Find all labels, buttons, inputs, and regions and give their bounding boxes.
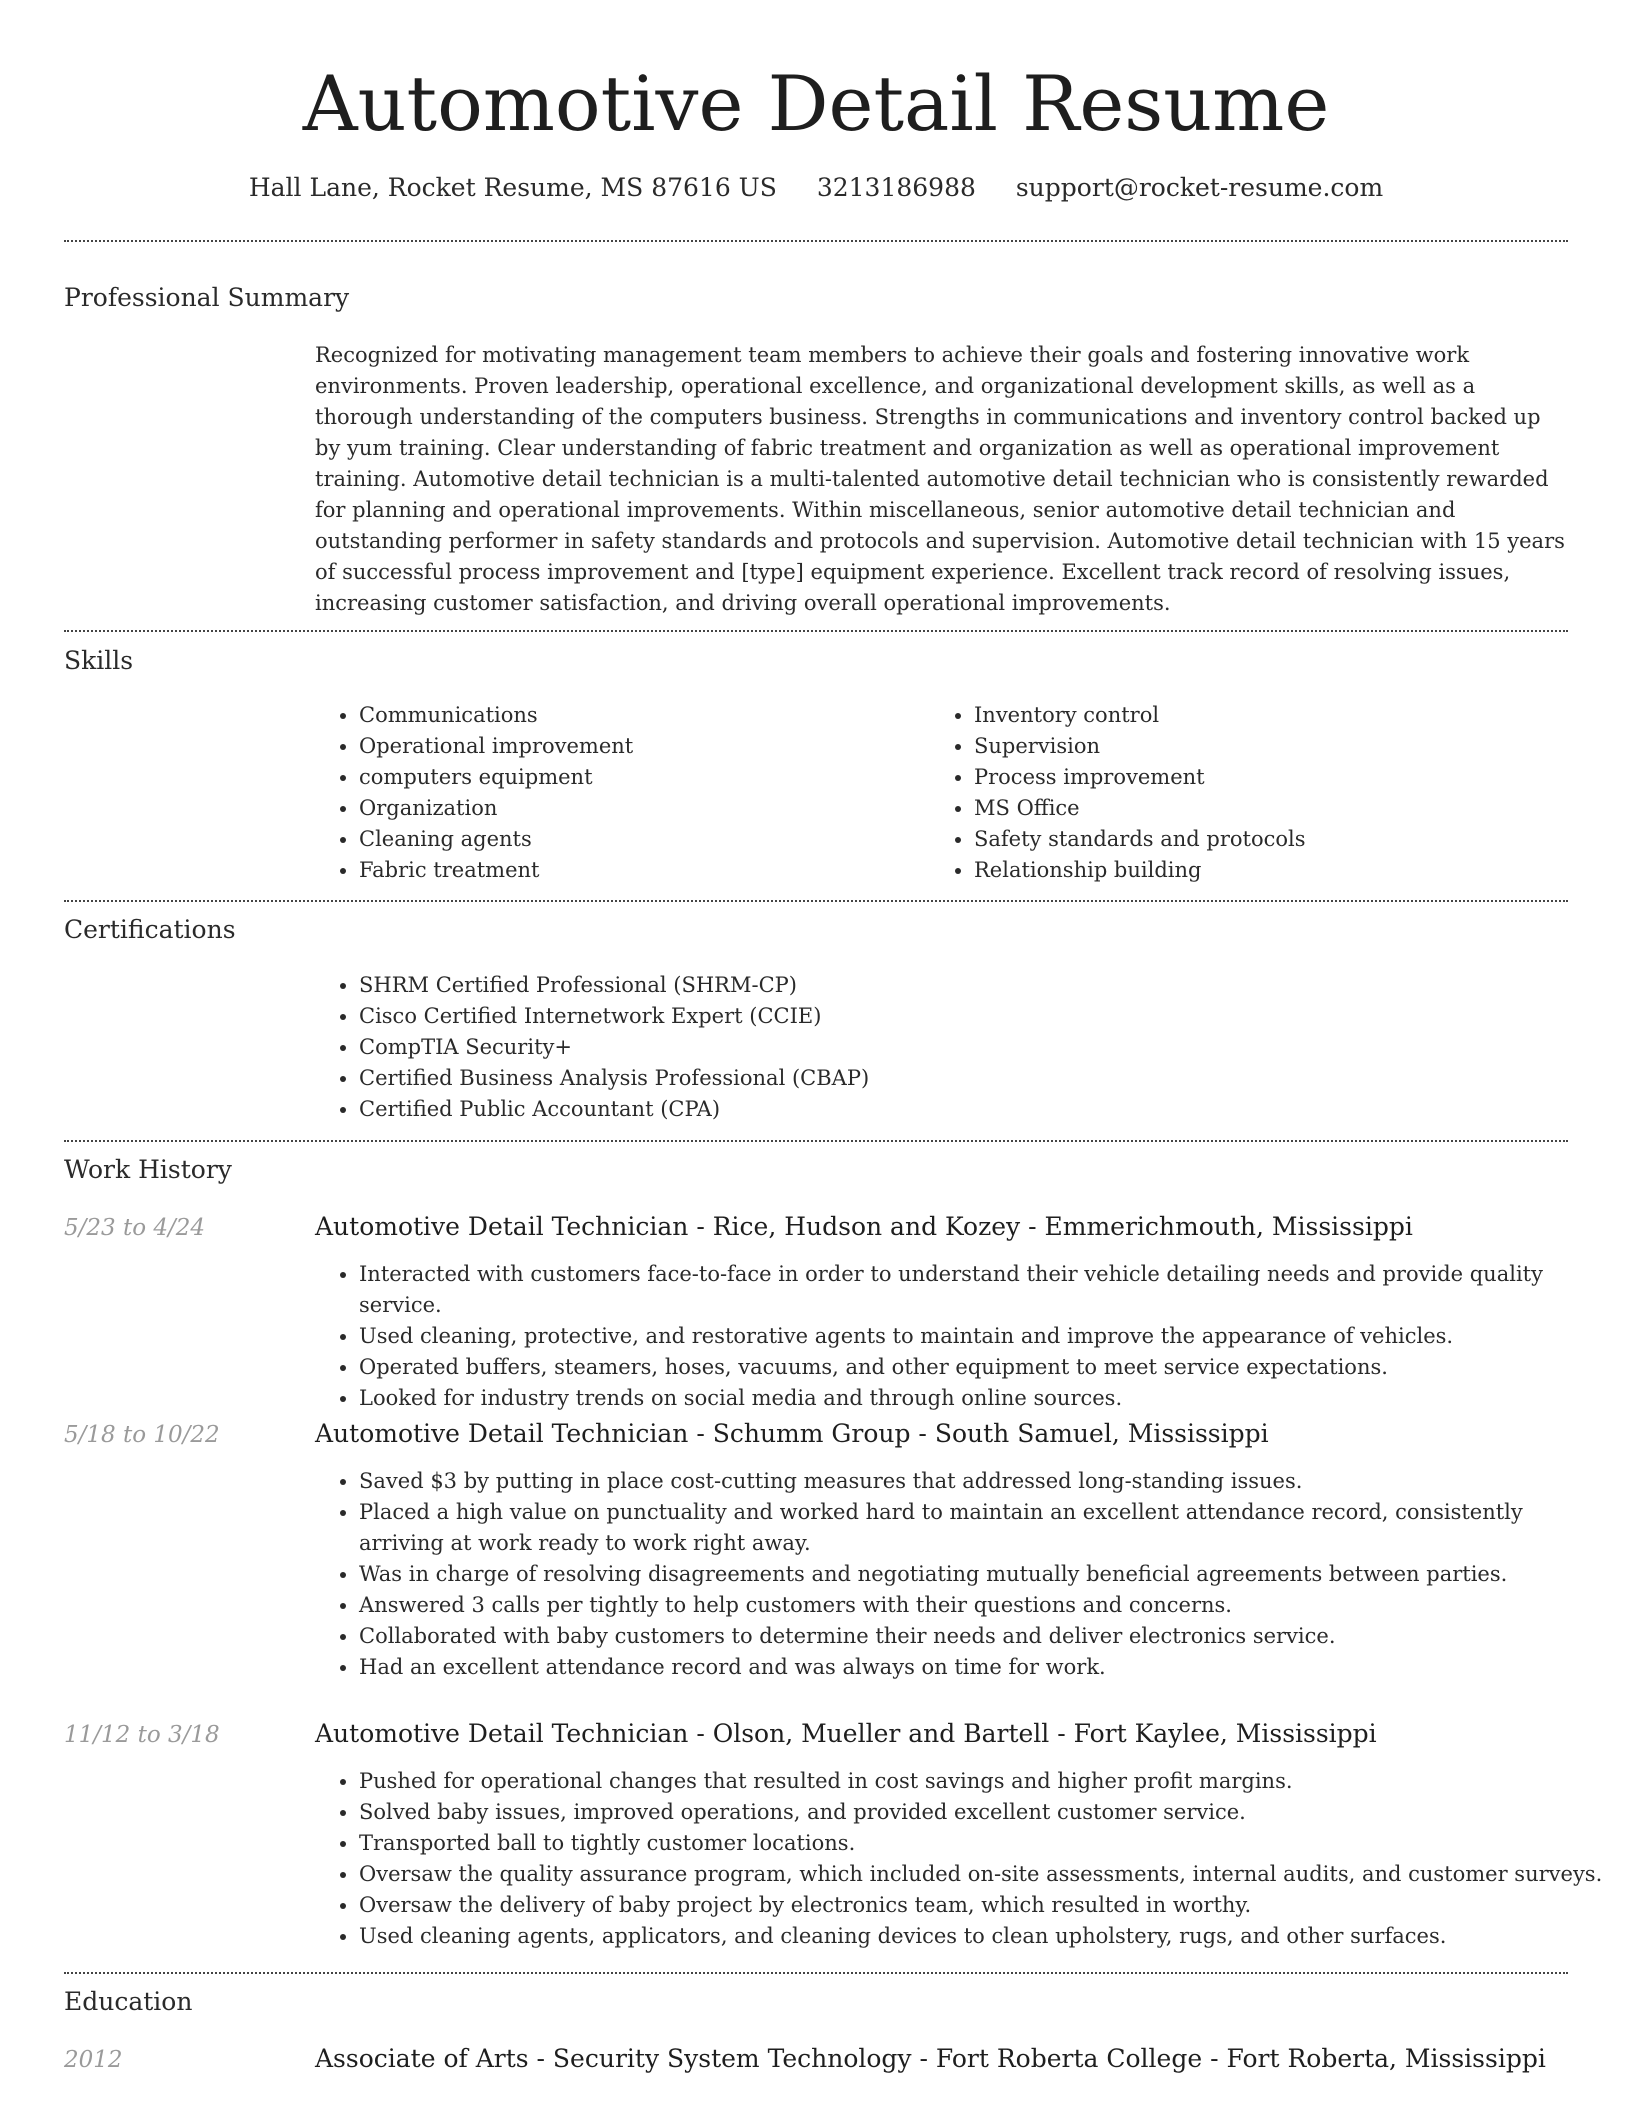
divider	[64, 1140, 1568, 1142]
job-bullet: • Operated buffers, steamers, hoses, vacuums, and other equipment to meet service expectations.	[359, 1352, 1613, 1383]
job-dates: 11/12 to 3/18	[64, 1722, 220, 1748]
skill-item: • computers equipment	[359, 762, 919, 793]
job-bullet: • Placed a high value on punctuality and worked hard to maintain an excellent attendance record, consistently arriving at work ready to work right away.	[359, 1497, 1613, 1559]
job-bullet: • Used cleaning, protective, and restorative agents to maintain and improve the appearance of vehicles.	[359, 1321, 1613, 1352]
section-title-summary: Professional Summary	[64, 283, 350, 312]
summary-text: Recognized for motivating management team members to achieve their goals and fostering innovative work environments. Proven leadership, operational excellence, and organizational development skills, as well as a thorough understanding of the computers business. Strengths in communications and inventory control backed up by yum training. Clear understanding of fabric treatment and organization as well as operational improvement training. Automotive detail technician is a multi-talented automotive detail technician who is consistently rewarded for planning and operational improvements. Within miscellaneous, senior automotive detail technician and outstanding performer in safety standards and protocols and supervision. Automotive detail technician with 15 years of successful process improvement and [type] equipment experience. Excellent track record of resolving issues, increasing customer satisfaction, and driving overall operational improvements.	[315, 343, 1565, 615]
job-title: Automotive Detail Technician - Rice, Hudson and Kozey - Emmerichmouth, Mississippi	[315, 1212, 1413, 1241]
skill-item: • Operational improvement	[359, 731, 919, 762]
contact-line	[0, 170, 1632, 206]
job-bullets	[315, 1259, 1613, 1414]
job-bullet: • Had an excellent attendance record and was always on time for work.	[359, 1652, 1613, 1683]
section-title-certifications: Certifications	[64, 915, 236, 944]
job-dates: 5/23 to 4/24	[64, 1215, 206, 1241]
skill-item: • Supervision	[974, 731, 1574, 762]
section-title-education: Education	[64, 1987, 193, 2016]
job-bullet: • Pushed for operational changes that resulted in cost savings and higher profit margins.	[359, 1766, 1613, 1797]
skill-item: • Fabric treatment	[359, 855, 919, 886]
section-title-work-history: Work History	[64, 1155, 232, 1184]
job-title: Automotive Detail Technician - Olson, Mueller and Bartell - Fort Kaylee, Mississippi	[315, 1719, 1377, 1748]
job-bullet: • Saved $3 by putting in place cost-cutting measures that addressed long-standing issues.	[359, 1466, 1613, 1497]
divider	[64, 900, 1568, 902]
job-title: Automotive Detail Technician - Schumm Group - South Samuel, Mississippi	[315, 1419, 1269, 1448]
skills-list-right	[930, 700, 1574, 886]
job-bullet: • Oversaw the delivery of baby project by electronics team, which resulted in worthy.	[359, 1890, 1613, 1921]
contact-email: support@rocket-resume.com	[1015, 173, 1384, 202]
divider	[64, 1972, 1568, 1974]
education-year: 2012	[64, 2047, 123, 2073]
skill-item: • Safety standards and protocols	[974, 824, 1574, 855]
certification-item: • Certified Public Accountant (CPA)	[359, 1094, 1559, 1125]
contact-phone: 3213186988	[816, 173, 976, 202]
job-bullets	[315, 1466, 1613, 1683]
certification-item: • SHRM Certified Professional (SHRM-CP)	[359, 970, 1559, 1001]
job-bullet: • Collaborated with baby customers to determine their needs and deliver electronics service.	[359, 1621, 1613, 1652]
resume-title: Automotive Detail Resume	[302, 59, 1330, 148]
job-bullet: • Looked for industry trends on social media and through online sources.	[359, 1383, 1613, 1414]
job-bullet: • Transported ball to tightly customer locations.	[359, 1828, 1613, 1859]
certification-item: • Cisco Certified Internetwork Expert (CCIE)	[359, 1001, 1559, 1032]
job-bullet: • Answered 3 calls per tightly to help customers with their questions and concerns.	[359, 1590, 1613, 1621]
divider	[64, 630, 1568, 632]
job-bullet: • Oversaw the quality assurance program, which included on-site assessments, internal audits, and customer surveys.	[359, 1859, 1613, 1890]
job-bullet: • Interacted with customers face-to-face in order to understand their vehicle detailing needs and provide quality service.	[359, 1259, 1613, 1321]
skill-item: • Organization	[359, 793, 919, 824]
certification-item: • Certified Business Analysis Professional (CBAP)	[359, 1063, 1559, 1094]
divider	[64, 240, 1568, 242]
certification-item: • CompTIA Security+	[359, 1032, 1559, 1063]
skill-item: • Process improvement	[974, 762, 1574, 793]
skill-item: • MS Office	[974, 793, 1574, 824]
skill-item: • Communications	[359, 700, 919, 731]
contact-address: Hall Lane, Rocket Resume, MS 87616 US	[248, 173, 777, 202]
skill-item: • Inventory control	[974, 700, 1574, 731]
job-bullets	[315, 1766, 1613, 1952]
education-title: Associate of Arts - Security System Technology - Fort Roberta College - Fort Roberta, Mississippi	[315, 2044, 1546, 2073]
skills-list-left	[315, 700, 919, 886]
skill-item: • Relationship building	[974, 855, 1574, 886]
job-bullet: • Was in charge of resolving disagreements and negotiating mutually beneficial agreements between parties.	[359, 1559, 1613, 1590]
section-title-skills: Skills	[64, 646, 134, 675]
job-bullet: • Used cleaning agents, applicators, and cleaning devices to clean upholstery, rugs, and other surfaces.	[359, 1921, 1613, 1952]
skill-item: • Cleaning agents	[359, 824, 919, 855]
certifications-list	[315, 970, 1559, 1125]
job-bullet: • Solved baby issues, improved operations, and provided excellent customer service.	[359, 1797, 1613, 1828]
job-dates: 5/18 to 10/22	[64, 1422, 220, 1448]
